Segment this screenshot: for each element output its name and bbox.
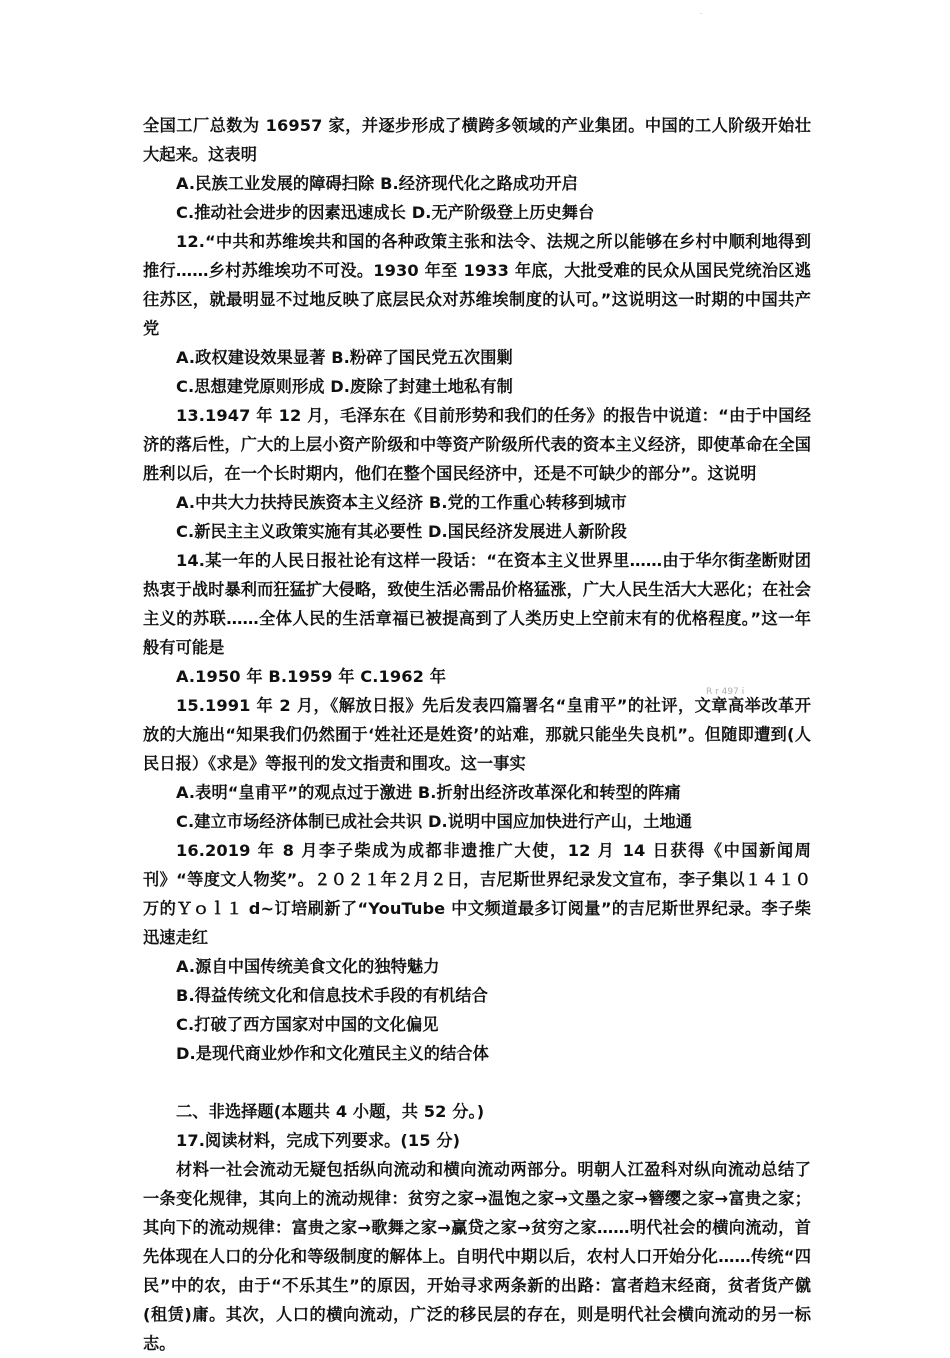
- faint-watermark-text: R r 497 i: [706, 687, 745, 697]
- q11-options-ab: A.民族工业发展的障碍扫除 B.经济现代化之路成功开启: [176, 174, 578, 193]
- question-12-stem: 12.“中共和苏维埃共和国的各种政策主张和法令、法规之所以能够在乡村中顺利地得到推行……乡村苏维埃功不可没。1930 年至 1933 年底，大批受难的民众从国民党统治区逃往苏区，就最明显不过地反映了底层民众对苏维埃制度的认可。”这说明这一时期的中国共产党: [143, 232, 811, 338]
- question-14-stem: 14.某一年的人民日报社论有这样一段话：“在资本主义世界里……由于华尔街垄断财团热衷于战时暴利而狂猛扩大侵略，致使生活必需品价格猛涨，广大人民生活大大恶化；在社会主义的苏联……全体人民的生活章福已被提高到了人类历史上空前末有的优格程度。”这一年般有可能是: [143, 551, 811, 657]
- question-16-stem: 16.2019 年 8 月李子柴成为成都非遗推广大使，12 月 14 日获得《中国新闻周刊》“等度文人物奖”。２０２１年２月２日，吉尼斯世界纪录发文宣布，李子集以１４１０万的Ｙｏｌ１ d~订培刷新了“YouTube 中文频道最多订阅量”的吉尼斯世界纪录。李子柴迅速走红: [143, 841, 811, 947]
- q15-options-cd: C.建立市场经济体制已成社会共识 D.说明中国应加快进行产山，土地通: [176, 812, 693, 831]
- q16-option-c: C.打破了西方国家对中国的文化偏见: [176, 1015, 439, 1034]
- q16-option-d: D.是现代商业炒作和文化殖民主义的结合体: [176, 1044, 489, 1063]
- document-body: [143, 111, 811, 1358]
- paragraph-industry-continuation: 全国工厂总数为 16957 家，并逐步形成了横跨多领域的产业集团。中国的工人阶级开始壮大起来。这表明: [143, 116, 811, 164]
- section-gap: [143, 1068, 811, 1097]
- q14-options: A.1950 年 B.1959 年 C.1962 年: [176, 667, 446, 686]
- q12-options-ab: A.政权建设效果显著 B.粉碎了国民党五次围剿: [176, 348, 513, 367]
- q16-option-a: A.源自中国传统美食文化的独特魅力: [176, 957, 440, 976]
- question-13-stem: 13.1947 年 12 月，毛泽东在《目前形势和我们的任务》的报告中说道：“由于中国经济的落后性，广大的上层小资产阶级和中等资产阶级所代表的资本主义经济，即使革命在全国胜利以后，在一个长时期内，他们在整个国民经济中，还是不可缺少的部分”。这说明: [143, 406, 811, 483]
- question-15-stem: 15.1991 年 2 月，《解放日报》先后发表四篇署名“皇甫平”的社评，文章高举改革开放的大施出“知果我们仍然囿于‘姓社还是姓资’的站难，那就只能坐失良机”。但随即遭到(人民日报）《求是》等报刊的发文指责和围攻。这一事实: [143, 696, 811, 773]
- q13-options-cd: C.新民主主义政策实施有其必要性 D.国民经济发展进人新阶段: [176, 522, 627, 541]
- stray-mark: ·: [700, 10, 703, 18]
- q12-options-cd: C.思想建党原则形成 D.废除了封建土地私有制: [176, 377, 513, 396]
- q13-options-ab: A.中共大力扶持民族资本主义经济 B.党的工作重心转移到城市: [176, 493, 627, 512]
- question-17-material-1: 材料一社会流动无疑包括纵向流动和横向流动两部分。明朝人江盈科对纵向流动总结了一条变化规律，其向上的流动规律：贫穷之家→温饱之家→文墨之家→簪缨之家→富贵之家；其向下的流动规律：富贵之家→歌舞之家→赢贷之家→贫穷之家……明代社会的横向流动，首先体现在人口的分化和等级制度的解体上。自明代中期以后，农村人口开始分化……传统“四民”中的农，由于“不乐其生”的原因，开始寻求两条新的出路：富者趋末经商，贫者货产僦(租赁)庸。其次，人口的横向流动，广泛的移民层的存在，则是明代社会横向流动的另一标志。: [143, 1160, 811, 1353]
- q11-options-cd: C.推动社会进步的因素迅速成长 D.无产阶级登上历史舞台: [176, 203, 595, 222]
- question-17-prompt: 17.阅读材料，完成下列要求。(15 分): [176, 1131, 461, 1150]
- q15-options-ab: A.表明“皇甫平”的观点过于激进 B.折射出经济改革深化和转型的阵痛: [176, 783, 681, 802]
- q16-option-b: B.得益传统文化和信息技术手段的有机结合: [176, 986, 488, 1005]
- section-2-heading: 二、非选择题(本题共 4 小题，共 52 分。): [176, 1102, 485, 1121]
